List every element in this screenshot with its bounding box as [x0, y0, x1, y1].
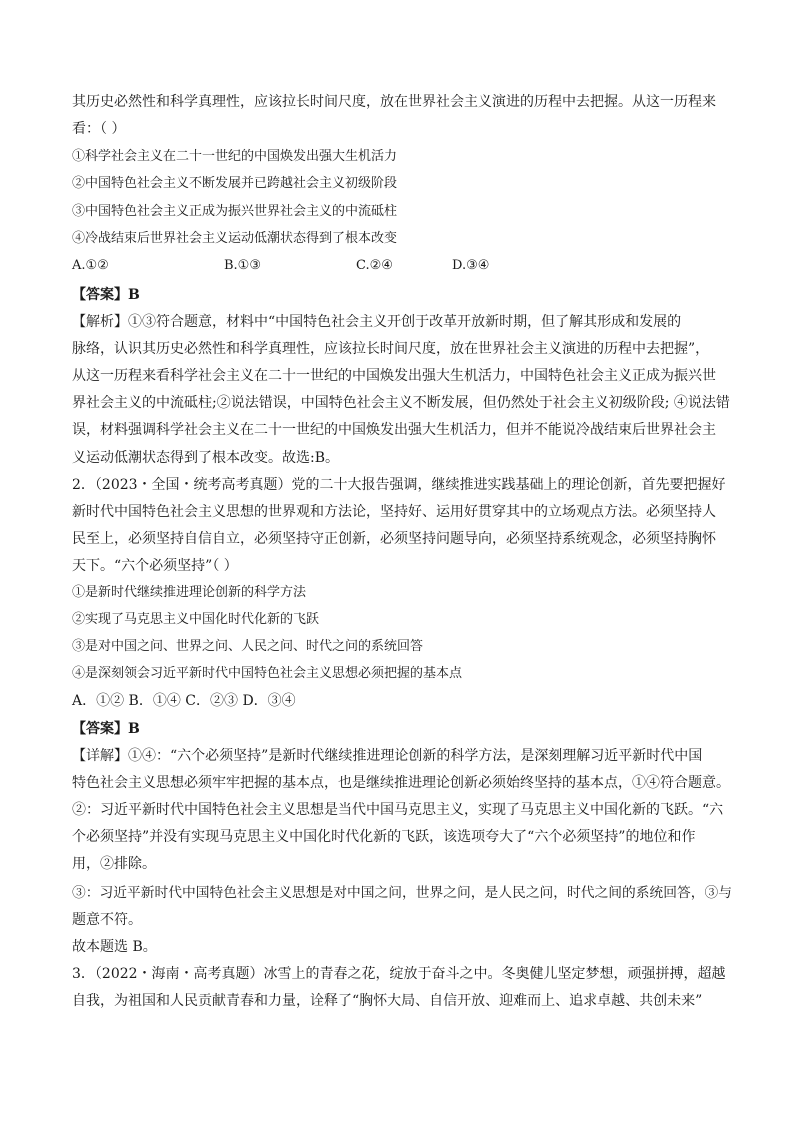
q1-choice-c: C.②④: [356, 258, 393, 273]
q2-stem-line-1: 2．（2023・全国・统考高考真题）党的二十大报告强调，继续推进实践基础上的理论创新，首先要把握好: [72, 477, 726, 493]
q3-stem-line-2: 自我，为祖国和人民贡献青春和力量，诠释了“胸怀大局、自信开放、迎难而上、追求卓越、共创未来”: [72, 993, 703, 1009]
q2-detail-line-2: 特色社会主义思想必须牢牢把握的基本点，也是继续推进理论创新必须始终坚持的基本点，①④符合题意。: [72, 775, 730, 791]
q2-choices: A．①② B．①④ C．②③ D．③④: [72, 693, 296, 709]
q1-option-2: ②中国特色社会主义不断发展并已跨越社会主义初级阶段: [72, 176, 398, 191]
q3-stem-line-1: 3．（2022・海南・高考真题）冰雪上的青春之花，绽放于奋斗之中。冬奥健儿坚定梦想，顽强拼搏，超越: [72, 966, 726, 982]
q2-stem-line-4: 天下。“六个必须坚持”（ ）: [72, 558, 238, 574]
q2-detail-line-6: ③：习近平新时代中国特色社会主义思想是对中国之问，世界之问，是人民之问，时代之间的系统回答，③与: [72, 885, 733, 901]
q2-answer: 【答案】B: [72, 721, 140, 737]
q2-detail-line-4: 个必须坚持”并没有实现马克思主义中国化时代化新的飞跃，该选项夸大了“六个必须坚持”的地位和作: [72, 829, 696, 845]
q2-detail-line-3: ②：习近平新时代中国特色社会主义思想是当代中国马克思主义，实现了马克思主义中国化新的飞跃。“六: [72, 802, 724, 818]
q2-detail-line-8: 故本题选 B。: [72, 939, 157, 955]
q2-detail-line-7: 题意不符。: [72, 912, 142, 928]
q2-option-2: ②实现了马克思主义中国化时代化新的飞跃: [72, 612, 320, 627]
q2-option-4: ④是深刻领会习近平新时代中国特色社会主义思想必须把握的基本点: [72, 666, 463, 681]
q2-detail-line-5: 用，②排除。: [72, 856, 156, 872]
q1-option-4: ④冷战结束后世界社会主义运动低潮状态得到了根本改变: [72, 231, 398, 246]
q2-option-1: ①是新时代继续推进理论创新的科学方法: [72, 585, 307, 600]
q2-detail-line-1: 【详解】①④：“六个必须坚持”是新时代继续推进理论创新的科学方法，是深刻理解习近平新时代中国: [72, 748, 703, 764]
q2-stem-line-3: 民至上，必须坚持自信自立，必须坚持守正创新，必须坚持问题导向，必须坚持系统观念，必须坚持胸怀: [72, 531, 716, 547]
q1-choice-d: D.③④: [452, 258, 490, 273]
q1-analysis-line-3: 从这一历程来看科学社会主义在二十一世纪的中国焕发出强大生机活力，中国特色社会主义正成为振兴世: [72, 368, 716, 384]
q1-analysis-line-1: 【解析】①③符合题意，材料中“中国特色社会主义开创于改革开放新时期，但了解其形成和发展的: [72, 314, 682, 330]
q1-stem-line-2: 看：（ ）: [72, 121, 126, 137]
q1-option-3: ③中国特色社会主义正成为振兴世界社会主义的中流砥柱: [72, 204, 398, 219]
q1-stem-line-1: 其历史必然性和科学真理性，应该拉长时间尺度，放在世界社会主义演进的历程中去把握。从这一历程来: [72, 94, 716, 110]
q1-answer: 【答案】B: [72, 287, 140, 303]
q1-analysis-line-5: 误，材料强调科学社会主义在二十一世纪的中国焕发出强大生机活力，但并不能说冷战结束后世界社会主: [72, 422, 716, 438]
q1-analysis-line-6: 义运动低潮状态得到了根本改变。故选:B。: [72, 450, 340, 466]
q1-choice-a: A.①②: [72, 258, 109, 273]
q1-analysis-line-2: 脉络，认识其历史必然性和科学真理性，应该拉长时间尺度，放在世界社会主义演进的历程中去把握”，: [72, 341, 710, 357]
q1-analysis-line-4: 界社会主义的中流砥柱;②说法错误，中国特色社会主义不断发展，但仍然处于社会主义初级阶段; ④说法错: [72, 395, 730, 411]
q2-option-3: ③是对中国之问、世界之问、人民之问、时代之问的系统回答: [72, 639, 424, 654]
q1-option-1: ①科学社会主义在二十一世纪的中国焕发出强大生机活力: [72, 149, 398, 164]
q2-stem-line-2: 新时代中国特色社会主义思想的世界观和方法论，坚持好、运用好贯穿其中的立场观点方法。必须坚持人: [72, 504, 716, 520]
q1-choice-b: B.①③: [224, 258, 261, 273]
